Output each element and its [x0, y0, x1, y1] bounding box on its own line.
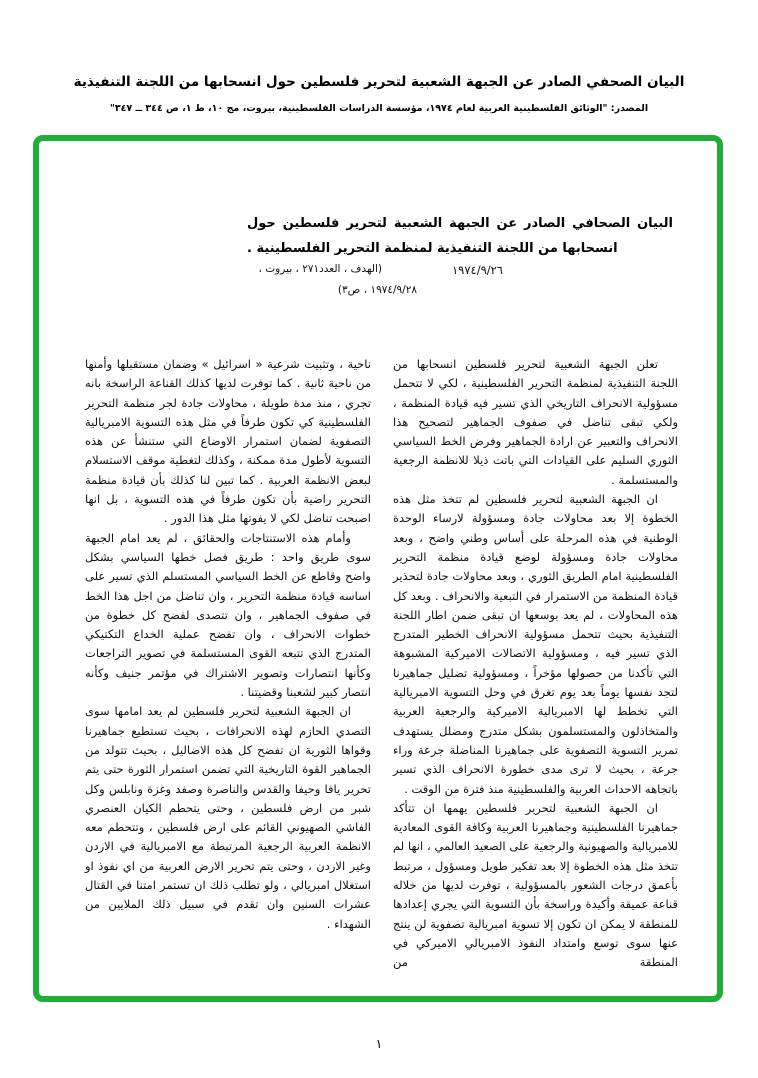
text-column-right — [393, 355, 678, 973]
paragraph: ناحية ، وتثبيت شرعية « اسرائيل » وضمان مستقبلها وأمنها من ناحية ثانية . كما توفرت لديها كذلك القناعة الراسخة بانه تجري ، منذ مدة طويلة ، محاولات جادة لجر منظمة التحرير الفلسطينية كي تكون طرفاً في مثل هذه التسوية الامبريالية التصفوية لضمان استمرار الاوضاع التي ستنشأ عن هذه التسوية لأطول مدة ممكنة ، وكذلك لتغطية موقف الاستسلام لبعض الانظمة العربية . كما تبين لنا كذلك بأن قيادة منظمة التحرير راضية بأن تكون طرفاً في هذه التسوية ، بل انها اصبحت تناضل لكي لا يفوتها مثل هذا الدور . — [85, 357, 371, 526]
document-title — [247, 211, 673, 261]
paragraph: تعلن الجبهة الشعبية لتحرير فلسطين انسحابها من اللجنة التنفيذية لمنظمة التحرير الفلسطينية ، لكي لا تتحمل مسؤولية الانحراف التاريخي الذي تسير فيه قيادة المنظمة ، ولكي تبقى تناضل في صفوف الجماهير لتصحيح هذا الانحراف والتعبير عن ارادة الجماهير وفرض الخط السياسي الثوري السليم على القيادات التي باتت ذيلا للانظمة الرجعية والمستسلمة . — [393, 357, 678, 487]
source-citation: المصدر: "الوثائق الفلسطينية العربية لعام ١٩٧٤، مؤسسة الدراسات الفلسطينية، بيروت، مج ١٠، ط ١، ص ٣٤٤ ــ ٣٤٧" — [109, 103, 649, 114]
document-reference-line-1: (الهدف ، العدد٢٧١ ، بيروت ، — [258, 263, 382, 275]
document-title-line-1: البيان الصحافي الصادر عن الجبهة الشعبية لتحرير فلسطين حول — [247, 216, 673, 231]
page-number: ١ — [375, 1036, 383, 1051]
paragraph: ان الجبهة الشعبية لتحرير فلسطين يهمها ان تتأكد جماهيرنا الفلسطينية وجماهيرنا العربية وكافة القوى المعادية للامبريالية والصهيونية والرجعية على الصعيد العالمي ، انها لم تتخذ مثل هذه الخطوة إلا بعد تفكير طويل ومسؤول ، مرتبط بأعمق درجات الشعور بالمسؤولية ، توفرت لديها من خلاله قناعة عميقة وأكيدة وراسخة بأن التسوية التي يجري إعدادها للمنطقة لا يمكن ان تكون إلا تسوية امبريالية تصفوية لن ينتج عنها سوى توسع وامتداد النفوذ الامبريالي الاميركي في المنطقة من — [393, 800, 678, 970]
paragraph: ان الجبهة الشعبية لتحرير فلسطين لم تتخذ مثل هذه الخطوة إلا بعد محاولات جادة ومسؤولة لارساء الوحدة الوطنية في هذه المرحلة على أساس وطني واضح ، وبعد محاولات جادة ومسؤولة لوضع قيادة منظمة التحرير الفلسطينية امام الطريق الثوري ، وبعد محاولات جادة لتحذير قيادة المنظمة من الاستمرار في التبعية والانحراف . وبعد كل هذه المحاولات ، لم يعد بوسعها ان تبقى ضمن اطار اللجنة التنفيذية بحيث تتحمل مسؤولية الانحراف الخطير المتدرج الذي تسير فيه ، ومسؤولية الاتصالات الاميركية المشبوهة التي تأكدنا من حصولها مؤخراً ، ومسؤولية تضليل جماهيرنا لتجد نفسها يوماً بعد يوم تغرق في وحل التسوية الامبريالية التي تخطط لها الامبريالية الاميركية والرجعية العربية والمتخاذلون والمستسلمون بشكل متدرج ومضلل يستهدف تمرير التسوية التصفوية على جماهيرنا المناضلة جرعة وراء جرعة ، بحيث لا ترى مدى خطورة الانحراف الذي تسير باتجاهه الاحداث العربية والفلسطينية منذ فترة من الوقت . — [393, 492, 678, 796]
text-column-left — [85, 355, 371, 934]
document-frame — [33, 135, 723, 1002]
page-title: البيان الصحفي الصادر عن الجبهة الشعبية لتحرير فلسطين حول انسحابها من اللجنة التنفيذية — [73, 74, 685, 90]
document-reference-line-2: ١٩٧٤/٩/٢٨ ، ص٣) — [337, 284, 417, 296]
paragraph: وأمام هذه الاستنتاجات والحقائق ، لم يعد امام الجبهة سوى طريق واحد : طريق فصل خطها السياسي بشكل واضح وقاطع عن الخط السياسي المستسلم الذي تسير على اساسه قيادة منظمة التحرير ، وان تناضل من اجل هذا الخط في صفوف الجماهير ، وان تتصدى لفضح كل خطوة من خطوات الانحراف ، وان تفضح عملية الخداع التكتيكي المتدرج الذي تتبعه القوى المستسلمة في تصوير التراجعات وكأنها انتصارات وتصوير الاشتراك في مؤتمر جنيف وكأنه انتصار كبير لشعبنا وقضيتنا . — [85, 530, 371, 700]
document-date: ١٩٧٤/٩/٢٦ — [452, 263, 503, 277]
paragraph: ان الجبهة الشعبية لتحرير فلسطين لم يعد امامها سوى التصدي الحازم لهذه الانحرافات ، بحيث تستطيع جماهيرنا وقواها الثورية ان تفضح كل هذه الاضاليل ، بحيث تتولد من الجماهير القوة التاريخية التي تضمن استمرار الثورة حتى يتم تحرير يافا وحيفا والقدس والناصرة وصفد وغزة ونابلس وكل شبر من ارض فلسطين ، وحتى يتحطم الكيان العنصري الفاشي الصهيوني القائم على ارض فلسطين ، وتتحطم معه الانظمة العربية الرجعية المرتبطة مع الامبريالية في الاردن وغير الاردن ، وحتى يتم تحرير الارض العربية من اي نفوذ او استغلال امبريالي ، ولو تطلب ذلك ان تستمر امتنا في القتال عشرات السنين وان تقدم في سبيل ذلك الملايين من الشهداء . — [85, 704, 371, 931]
document-title-line-2: انسحابها من اللجنة التنفيذية لمنظمة التحرير الفلسطينية . — [247, 241, 618, 256]
